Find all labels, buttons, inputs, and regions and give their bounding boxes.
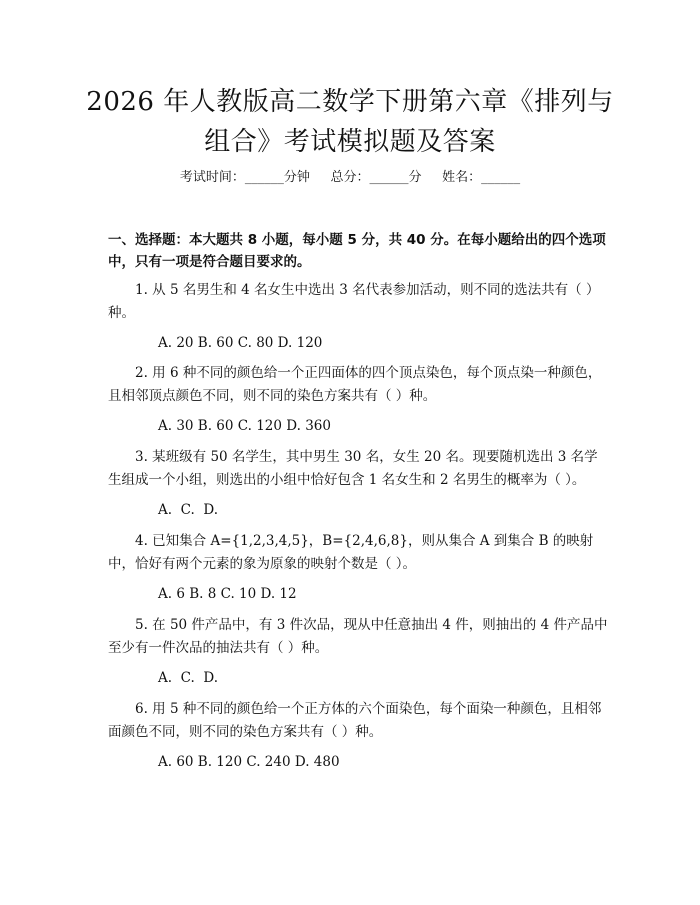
question-4-options: A. 6 B. 8 C. 10 D. 12	[158, 586, 297, 602]
question-1: 1. 从 5 名男生和 4 名女生中选出 3 名代表参加活动，则不同的选法共有（ ）种。	[108, 282, 600, 321]
exam-meta-line: 考试时间：______分钟 总分：______分 姓名：______	[179, 170, 521, 185]
question-5: 5. 在 50 件产品中，有 3 件次品，现从中任意抽出 4 件，则抽出的 4 件产品中至少有一件次品的抽法共有（ ）种。	[108, 617, 608, 656]
question-3-options: A. C. D.	[158, 502, 218, 518]
section-heading-multiple-choice: 一、选择题：本大题共 8 小题，每小题 5 分，共 40 分。在每小题给出的四个选项中，只有一项是符合题目要求的。	[108, 232, 606, 270]
question-2: 2. 用 6 种不同的颜色给一个正四面体的四个顶点染色，每个顶点染一种颜色，且相邻顶点颜色不同，则不同的染色方案共有（ ）种。	[108, 365, 602, 404]
question-6-options: A. 60 B. 120 C. 240 D. 480	[158, 754, 340, 770]
question-6: 6. 用 5 种不同的颜色给一个正方体的六个面染色，每个面染一种颜色，且相邻面颜色不同，则不同的染色方案共有（ ）种。	[108, 701, 602, 740]
question-5-options: A. C. D.	[158, 670, 218, 686]
page-title-line-1: 2026 年人教版高二数学下册第六章《排列与	[86, 87, 614, 117]
question-1-options: A. 20 B. 60 C. 80 D. 120	[158, 335, 323, 351]
page-title-line-2: 组合》考试模拟题及答案	[204, 127, 496, 157]
question-3: 3. 某班级有 50 名学生，其中男生 30 名，女生 20 名。现要随机选出 3 名学生组成一个小组，则选出的小组中恰好包含 1 名女生和 2 名男生的概率为（ ）。	[108, 449, 598, 488]
question-2-options: A. 30 B. 60 C. 120 D. 360	[158, 418, 331, 434]
question-4: 4. 已知集合 A={1,2,3,4,5}，B={2,4,6,8}，则从集合 A 到集合 B 的映射中，恰好有两个元素的象为原象的映射个数是（ ）。	[108, 533, 594, 572]
